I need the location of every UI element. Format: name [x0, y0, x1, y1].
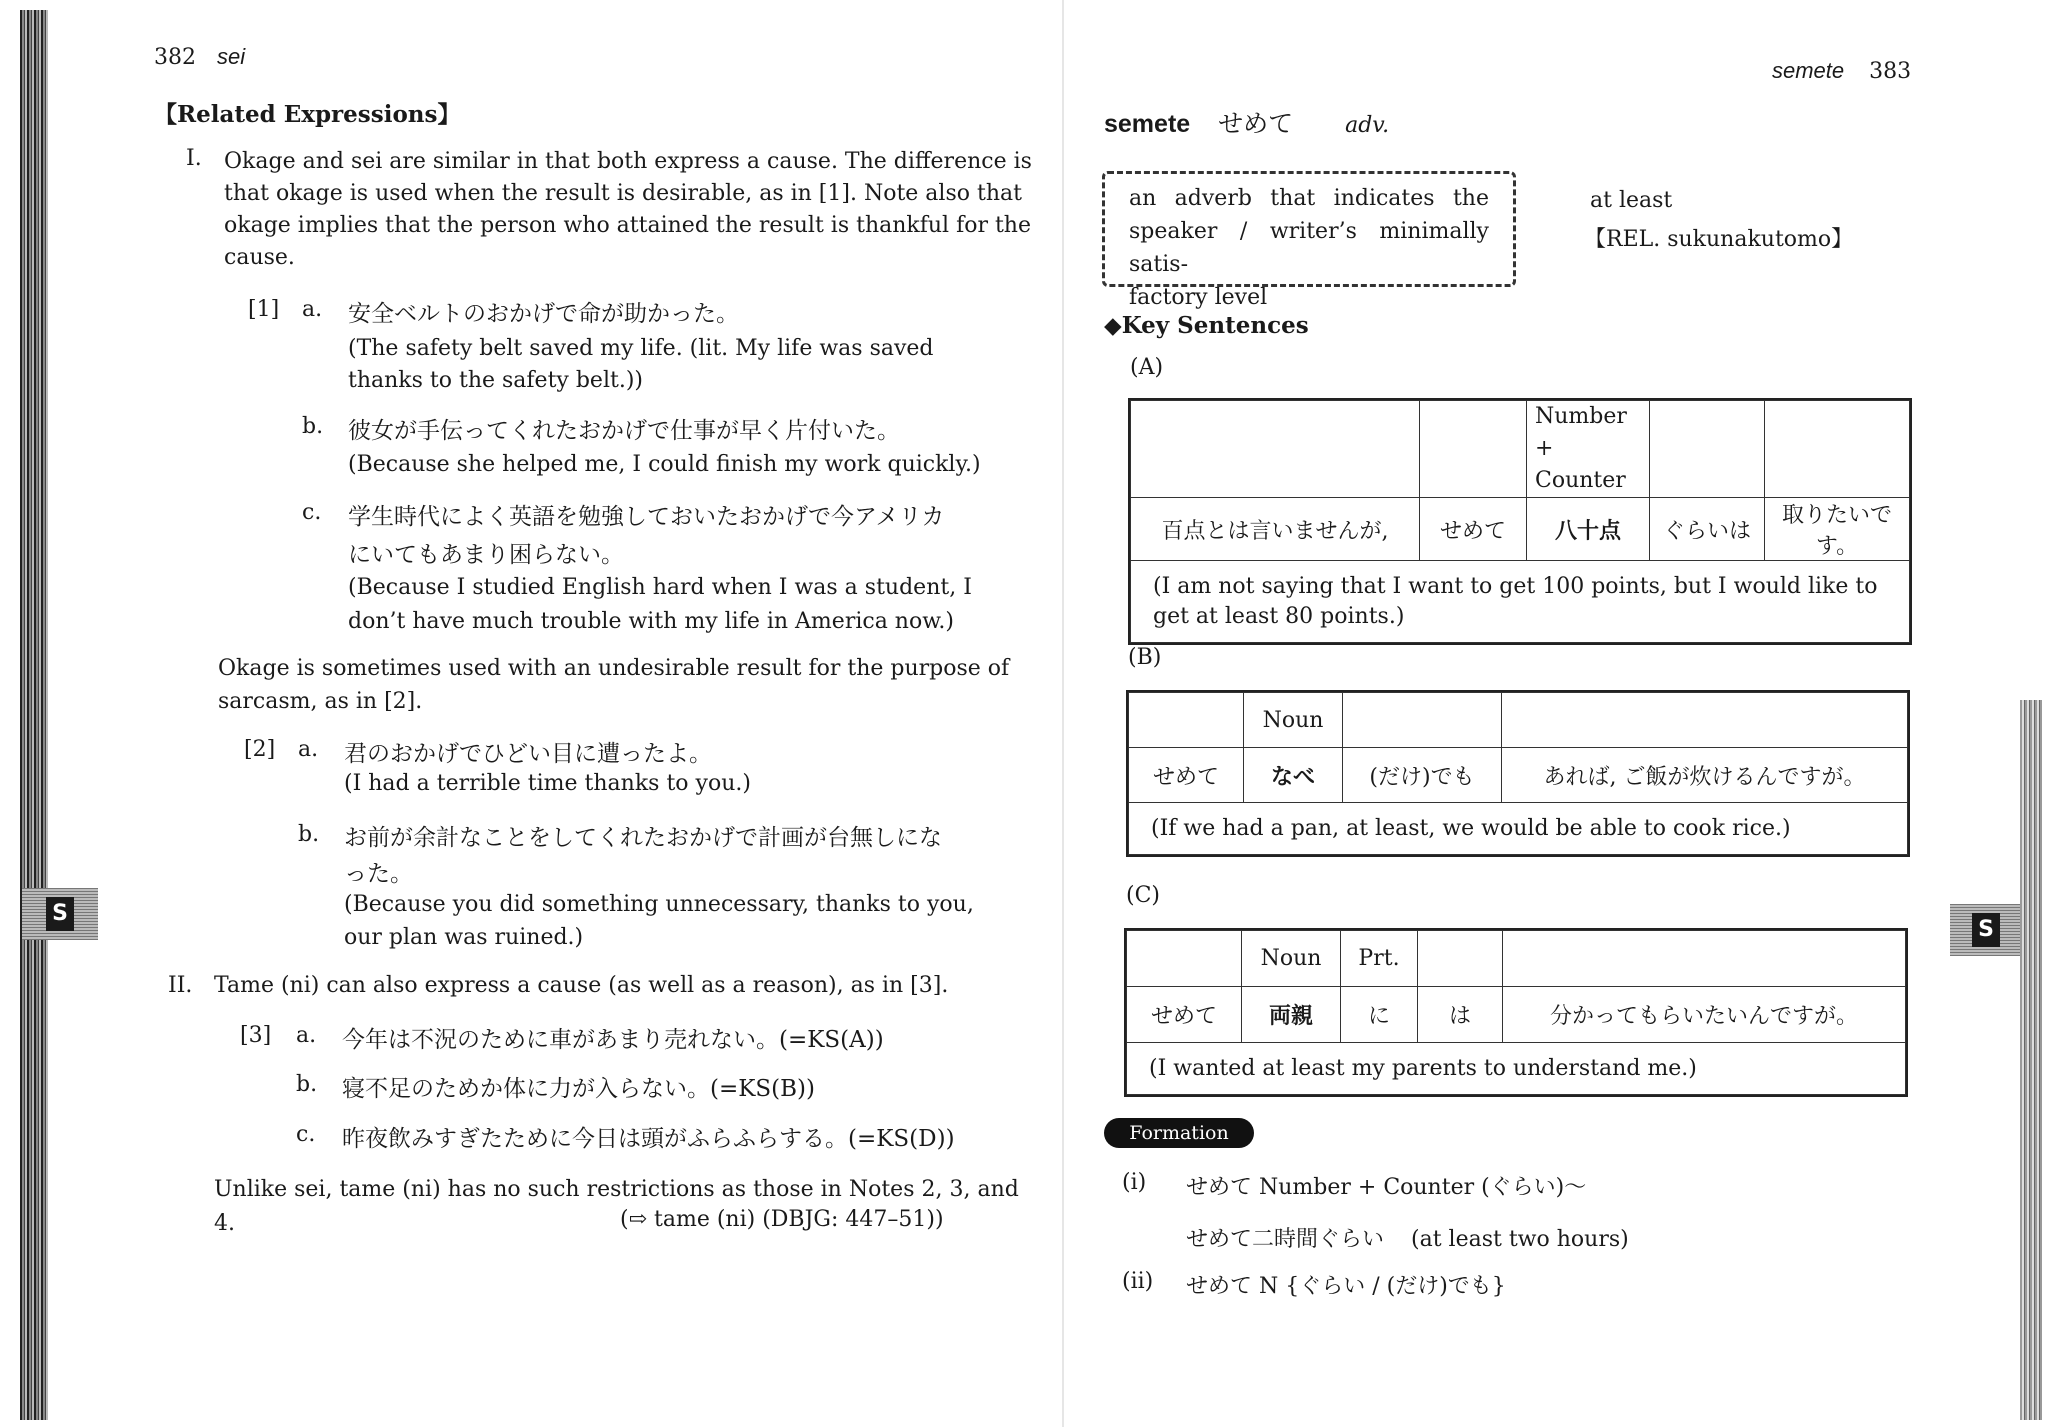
ex3a-sentence: 今年は不況のために車があまり売れない。(=KS(A)) — [342, 1027, 884, 1053]
ex2a-japanese: 君のおかげでひどい目に遭ったよ。 — [344, 741, 712, 767]
key-sentences-title: ◆Key Sentences — [1104, 312, 1309, 339]
formation-ii-marker: (ii) — [1122, 1269, 1154, 1294]
ks-a-cell: ぐらいは — [1650, 498, 1765, 561]
ks-b-cell: あれば, ご飯が炊けるんですが。 — [1502, 748, 1908, 803]
ks-c-cell: は — [1418, 987, 1503, 1043]
ex3b-sentence: 寝不足のためか体に力が入らない。(=KS(B)) — [342, 1076, 816, 1102]
okage-sarcasm-note — [218, 652, 1009, 718]
ex2b-english — [344, 888, 974, 954]
ks-c-header-cell: Prt. — [1341, 931, 1418, 987]
ex2b-japanese — [344, 820, 942, 892]
ks-a-cell: せめて — [1420, 498, 1527, 561]
definition-line: speaker / writer’s minimally satis- — [1129, 219, 1489, 277]
item-i-line: Okage and sei are similar in that both express a cause. The difference is — [224, 149, 1032, 174]
ex2a-english: (I had a terrible time thanks to you.) — [344, 771, 751, 796]
ks-c-cell: 両親 — [1242, 987, 1341, 1043]
ex1a-marker: a. — [302, 297, 323, 322]
ex2b-english-line: our plan was ruined.) — [344, 925, 584, 950]
ex3-marker: [3] — [240, 1023, 272, 1048]
ex2a-marker: a. — [298, 737, 319, 762]
ks-a-translation: (I am not saying that I want to get 100 points, but I would like to get at least 80 points.) — [1131, 561, 1910, 643]
ex1c-japanese-line: にいてもあまり困らない。 — [348, 542, 624, 568]
ex2b-japanese-line: った。 — [344, 861, 413, 887]
ks-c-cell: に — [1341, 987, 1418, 1043]
related-expression: 【REL. sukunakutomo】 — [1584, 227, 1854, 252]
page-gutter — [1062, 0, 1064, 1427]
ks-b-cell: (だけ)でも — [1343, 748, 1502, 803]
right-page-header — [1772, 58, 1911, 84]
tab-letter: S — [1972, 913, 2000, 947]
ks-b-label: (B) — [1128, 645, 1162, 670]
section-title: 【Related Expressions】 — [154, 101, 461, 128]
ex3c-sentence: 昨夜飲みすぎたために今日は頭がふらふらする。(=KS(D)) — [342, 1126, 955, 1152]
okage-note-line: Okage is sometimes used with an undesirable result for the purpose of — [218, 656, 1010, 681]
section-tab-right — [1950, 904, 2020, 956]
book-spine-left — [20, 10, 48, 1420]
ex1b-japanese: 彼女が手伝ってくれたおかげで仕事が早く片付いた。 — [348, 418, 900, 444]
ks-b-cell: せめて — [1129, 748, 1244, 803]
right-running-head: semete — [1772, 58, 1845, 83]
formation-i-example — [1186, 1222, 1629, 1253]
key-sentence-a-table — [1128, 398, 1912, 645]
formation-i: せめて Number + Counter (ぐらい)〜 — [1186, 1175, 1587, 1200]
ex1a-english — [348, 333, 934, 397]
ks-a-label: (A) — [1130, 355, 1164, 380]
formation-ii: せめて N {ぐらい / (だけ)でも} — [1186, 1274, 1506, 1299]
ex1c-japanese-line: 学生時代によく英語を勉強しておいたおかげで今アメリカ — [348, 504, 945, 530]
ex2b-marker: b. — [298, 822, 320, 847]
ks-c-header-cell — [1503, 931, 1906, 987]
ks-a-header-cell — [1420, 401, 1527, 498]
key-sentence-b-table — [1126, 690, 1910, 857]
right-page-number: 383 — [1869, 59, 1912, 84]
ks-b-header-cell: Noun — [1244, 693, 1343, 748]
unlike-note-line: 4. — [214, 1211, 235, 1236]
ks-c-label: (C) — [1126, 883, 1160, 908]
formation-i-marker: (i) — [1122, 1170, 1147, 1195]
ks-a-header-cell — [1650, 401, 1765, 498]
entry-headword — [1104, 104, 1389, 140]
ks-a-header-cell — [1765, 401, 1910, 498]
definition-line: factory level — [1129, 285, 1268, 310]
ex1a-english-line: thanks to the safety belt.)) — [348, 368, 643, 393]
ex3b-marker: b. — [296, 1072, 318, 1097]
ks-c-header-cell: Noun — [1242, 931, 1341, 987]
tab-letter: S — [46, 897, 74, 931]
ex1b-marker: b. — [302, 414, 324, 439]
cross-reference: (⇨ tame (ni) (DBJG: 447–51)) — [620, 1207, 944, 1232]
formation-label: Formation — [1104, 1118, 1254, 1148]
item-ii-text: Tame (ni) can also express a cause (as well as a reason), as in [3]. — [214, 973, 949, 998]
ex2b-english-line: (Because you did something unnecessary, thanks to you, — [344, 892, 974, 917]
ks-b-cell: なべ — [1244, 748, 1343, 803]
entry-part-of-speech: adv. — [1345, 113, 1390, 138]
ex1c-japanese — [348, 498, 944, 574]
ex1c-marker: c. — [302, 500, 322, 525]
ex1c-english-line: don’t have much trouble with my life in America now.) — [348, 609, 955, 634]
ks-b-header-cell — [1129, 693, 1244, 748]
ks-b-translation: (If we had a pan, at least, we would be able to cook rice.) — [1129, 803, 1908, 855]
ks-c-header-cell — [1127, 931, 1242, 987]
item-i-paragraph — [224, 146, 1032, 274]
ex1b-english: (Because she helped me, I could finish my work quickly.) — [348, 452, 981, 477]
formation-i-example-gloss: (at least two hours) — [1411, 1227, 1629, 1252]
ex2-marker: [2] — [244, 737, 276, 762]
left-running-head: sei — [217, 44, 246, 69]
ks-c-cell: 分かってもらいたいんですが。 — [1503, 987, 1906, 1043]
ks-a-cell: 八十点 — [1527, 498, 1650, 561]
item-i-marker: I. — [186, 146, 202, 171]
entry-kana: せめて — [1218, 109, 1294, 138]
ex1a-english-line: (The safety belt saved my life. (lit. My life was saved — [348, 336, 934, 361]
ks-a-header-cell — [1131, 401, 1420, 498]
okage-note-line: sarcasm, as in [2]. — [218, 689, 423, 714]
english-gloss: at least — [1590, 188, 1673, 213]
item-i-line: okage implies that the person who attained the result is thankful for the — [224, 213, 1031, 238]
ex3c-marker: c. — [296, 1122, 316, 1147]
ks-a-cell: 百点とは言いませんが, — [1131, 498, 1420, 561]
unlike-note-line: Unlike sei, tame (ni) has no such restrictions as those in Notes 2, 3, and — [214, 1177, 1019, 1202]
ks-c-header-cell — [1418, 931, 1503, 987]
ex1a-japanese: 安全ベルトのおかげで命が助かった。 — [348, 301, 739, 327]
ex1c-english — [348, 571, 972, 639]
entry-word: semete — [1104, 110, 1191, 138]
definition-line: an adverb that indicates the — [1129, 186, 1489, 211]
formation-i-example-jp: せめて二時間ぐらい — [1186, 1227, 1385, 1252]
left-page-header — [154, 44, 245, 70]
item-i-line: that okage is used when the result is desirable, as in [1]. Note also that — [224, 181, 1022, 206]
ks-c-cell: せめて — [1127, 987, 1242, 1043]
ex1-marker: [1] — [248, 297, 280, 322]
ks-c-translation: (I wanted at least my parents to understand me.) — [1127, 1043, 1906, 1095]
item-i-line: cause. — [224, 245, 295, 270]
ks-a-cell: 取りたいです。 — [1765, 498, 1910, 561]
ks-a-header-cell: Number + Counter — [1527, 401, 1650, 498]
left-page-number: 382 — [154, 45, 196, 70]
ks-b-header-cell — [1343, 693, 1502, 748]
key-sentence-c-table — [1124, 928, 1908, 1097]
item-ii-marker: II. — [168, 973, 193, 998]
ks-b-header-cell — [1502, 693, 1908, 748]
section-tab-left — [22, 888, 98, 940]
ex1c-english-line: (Because I studied English hard when I was a student, I — [348, 575, 972, 600]
ex3a-marker: a. — [296, 1023, 317, 1048]
book-edge-right — [2020, 700, 2042, 1420]
ex2b-japanese-line: お前が余計なことをしてくれたおかげで計画が台無しにな — [344, 825, 942, 851]
definition-box — [1102, 171, 1516, 310]
